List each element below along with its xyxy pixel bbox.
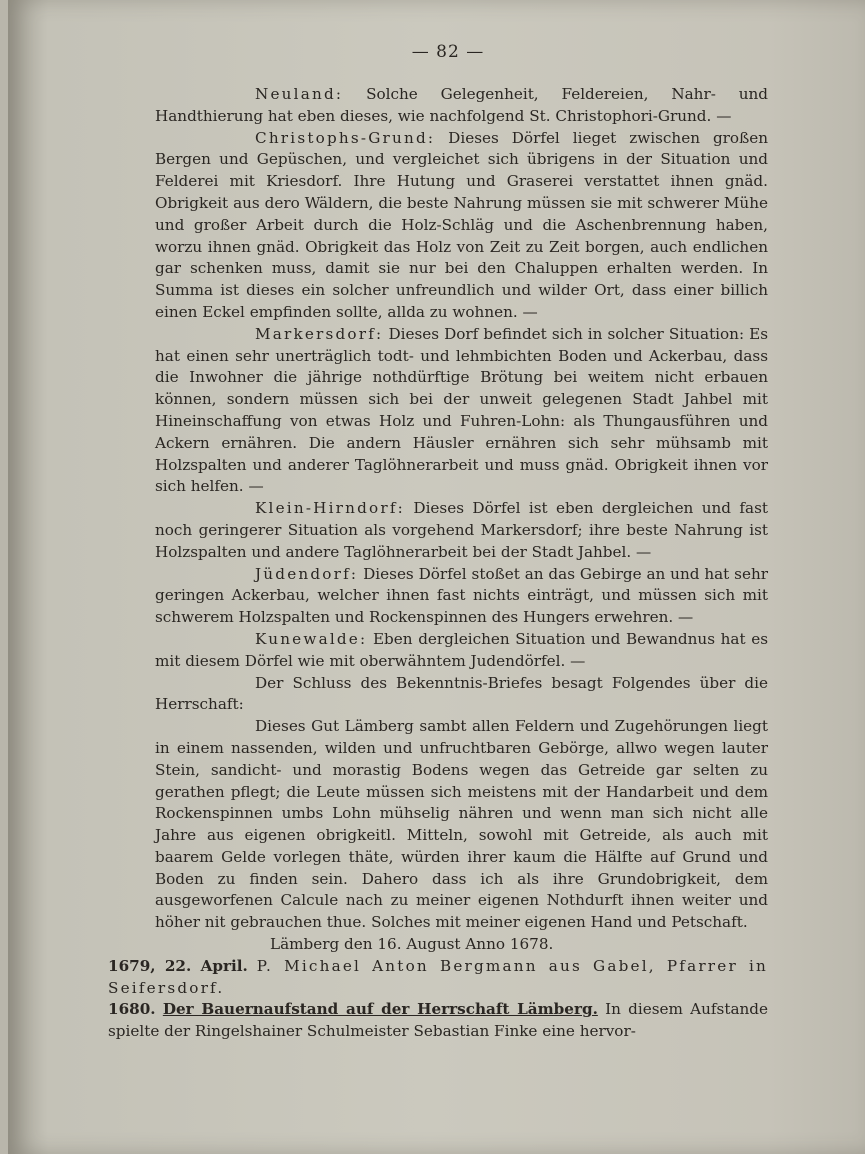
entry-year: 1680. — [108, 1000, 156, 1019]
date-line: Lämberg den 16. August Anno 1678. — [270, 935, 554, 954]
paragraph-markersdorf — [155, 324, 768, 498]
paragraph-klein-hirndorf — [155, 498, 768, 563]
paragraph-text: Dieses Dorf befindet sich in solcher Situation: Es hat einen sehr unerträglich todt- und lehmbichten Boden und Ackerbau, dass die Inwohner die jährige nothdürftige Brötung bei weitem nicht erbauen können, sondern müssen sich bei der unweit gelegenen Stadt Jahbel mit Hineinschaffung von etwas Holz und Fuhren-Lohn: als Thungausführen und Ackern ernähren. Die andern Häusler ernähren sich sehr mühsamb mit Holzspalten und anderer Taglöhnerarbeit und muss gnäd. Obrigkeit ihnen vor sich helfen. — — [155, 324, 769, 496]
paragraph-text: Eben dergleichen Situation und Bewandnus hat es mit diesem Dörfel wie mit oberwähntem Judendörfel. — — [155, 629, 769, 670]
book-page — [8, 0, 865, 1154]
paragraph-juedendorf — [155, 564, 768, 629]
place-name: Christophs-Grund: — [255, 128, 436, 147]
page-number: — 82 — — [411, 42, 485, 62]
paragraph-kunewalde — [155, 629, 768, 673]
paragraph-text: Dieses Gut Lämberg sambt allen Feldern und Zugehörungen liegt in einem nassenden, wilden und unfruchtbaren Gebörge, allwo wegen lauter Stein, sandicht- und morastig Bodens wegen das Getreide gar selten zu gerathen pflegt; die Leute müssen sich meistens mit der Handarbeit und dem Rockenspinnen umbs Lohn mühselig nähren und wenn man sich nicht alle Jahre aus eigenen obrigkeitl. Mitteln, sowohl mit Getreide, als auch mit baarem Gelde vorlegen thäte, würden ihrer kaum die Hälfte auf Grund und Boden zu finden sein. Dahero dass ich als ihre Grundobrigkeit, dem ausgeworfenen Calcule nach zu meiner eigenen Nothdurft ihnen weiter und höher nit gebrauchen thue. Solches mit meiner eigenen Hand und Petschaft. — [155, 717, 768, 932]
text-block — [108, 42, 768, 1043]
place-name: Neuland: — [255, 85, 344, 103]
paragraph-schluss — [155, 673, 768, 717]
body-text — [108, 84, 768, 956]
paragraph-text: Dieses Dörfel stoßet an das Gebirge an und hat sehr geringen Ackerbau, welcher ihnen fast nichts einträgt, und müssen sich mit schwerem Holzspalten und Rockenspinnen des Hungers erwehren. — — [155, 564, 768, 627]
place-name: Kunewalde: — [255, 629, 368, 648]
entry-text: In diesem Aufstande spielte der Ringelshainer Schulmeister Sebastian Finke eine hervor- — [108, 1000, 768, 1041]
entry-text: P. Michael Anton Bergmann aus Gabel, Pfarrer in Seifersdorf. — [108, 956, 769, 997]
place-name: Klein-Hirndorf: — [255, 499, 405, 518]
place-name: Jüdendorf: — [255, 564, 359, 583]
place-name: Markersdorf: — [255, 324, 384, 343]
paragraph-christophs — [155, 128, 768, 324]
paragraph-gut — [155, 716, 768, 934]
paragraph-text: Der Schluss des Bekenntnis-Briefes besagt Folgendes über die Herrschaft: — [155, 673, 768, 714]
chronicle-entry-1679 — [108, 956, 768, 1000]
paragraph-neuland — [155, 84, 768, 128]
paragraph-text: Dieses Dörfel lieget zwischen großen Bergen und Gepüschen, und vergleichet sich übrigens in der Situation und Felderei mit Kriesdorf. Ihre Hutung und Graserei verstattet ihnen gnäd. Obrigkeit aus dero Wäldern, die beste Nahrung müssen sie mit schwerer Mühe und großer Arbeit durch die Holz-Schläg und die Aschenbrennung haben, worzu ihnen gnäd. Obrigkeit das Holz von Zeit zu Zeit borgen, auch endlichen gar schenken muss, damit sie nur bei den Chaluppen erhalten werden. In Summa ist dieses ein solcher unfreundlich und wilder Ort, dass einer billich einen Eckel empfinden sollte, allda zu wohnen. — — [155, 128, 768, 321]
entry-year: 1679, 22. April. — [108, 956, 248, 975]
paragraph-text: Dieses Dörfel ist eben dergleichen und fast noch geringerer Situation als vorgehend Markersdorf; ihre beste Nahrung ist Holzspalten und andere Taglöhnerarbeit bei der Stadt Jahbel. — — [155, 499, 768, 561]
entry-heading: Der Bauernaufstand auf der Herrschaft Lämberg. — [162, 1000, 598, 1019]
paragraph-text: Solche Gelegenheit, Feldereien, Nahr- und Handthierung hat eben dieses, wie nachfolgend St. Christophori-Grund. — — [155, 85, 768, 125]
chronicle-entry-1680 — [108, 999, 768, 1043]
